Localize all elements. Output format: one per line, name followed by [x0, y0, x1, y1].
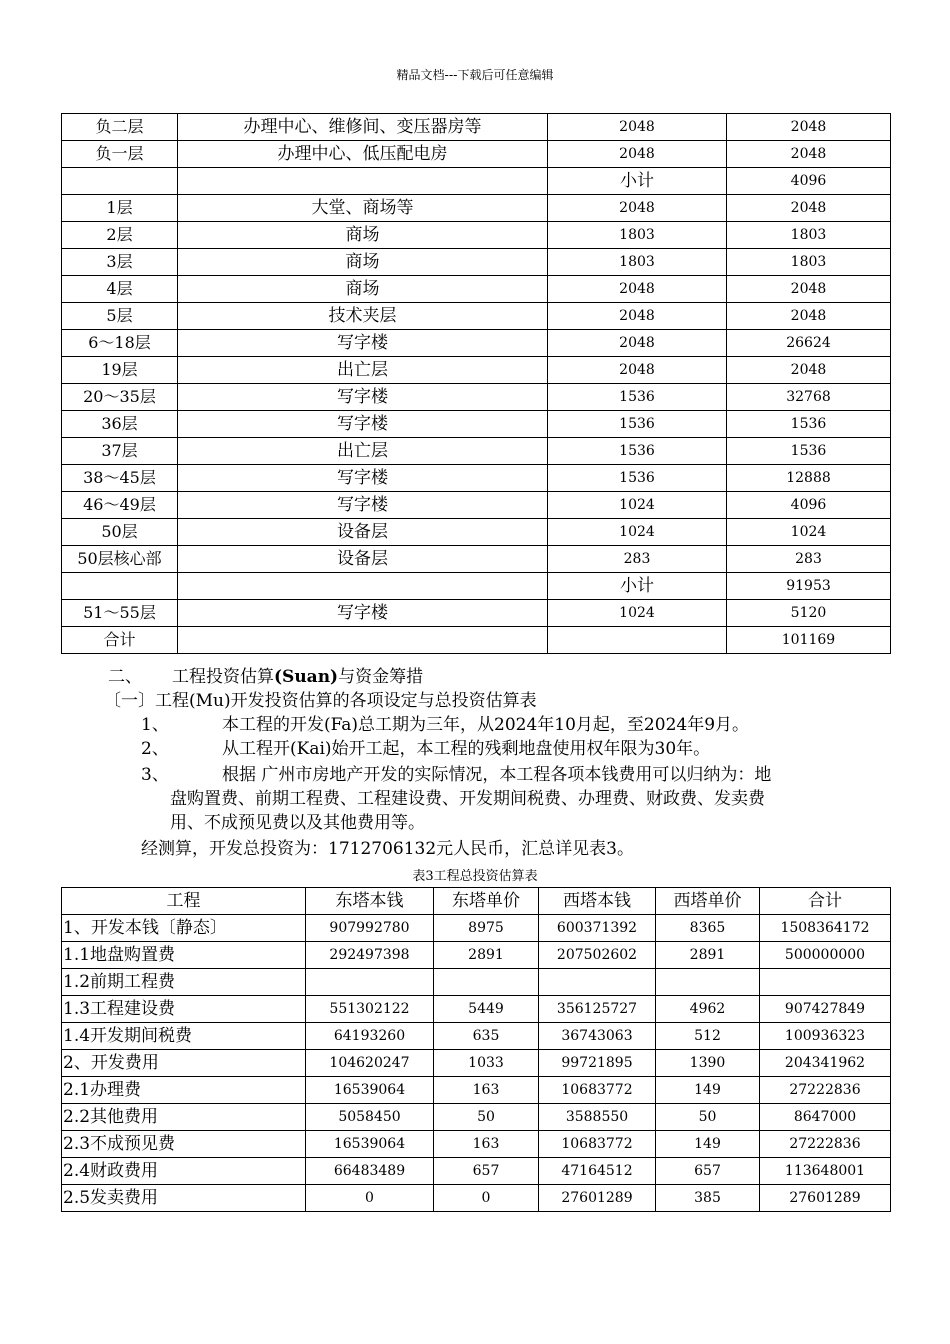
total-cell: 204341962 — [760, 1050, 891, 1077]
floor-cell: 19层 — [62, 357, 178, 384]
investment-estimate-table — [61, 887, 891, 1212]
table-row — [62, 1158, 891, 1185]
sub-heading: 〔一〕工程(Mu)开发投资估算的各项设定与总投资估算表 — [104, 691, 537, 711]
total-area-cell: 101169 — [727, 627, 891, 654]
total-cell: 907427849 — [760, 996, 891, 1023]
west-unit-cell — [656, 969, 760, 996]
west-cost-cell: 99721895 — [539, 1050, 656, 1077]
section-title-pre: 工程投资估算 — [172, 667, 274, 687]
table-row — [62, 942, 891, 969]
east-cost-cell: 551302122 — [306, 996, 434, 1023]
total-cell: 27222836 — [760, 1131, 891, 1158]
total-area-cell: 26624 — [727, 330, 891, 357]
floor-cell: 37层 — [62, 438, 178, 465]
section-title-bold: (Suan) — [274, 667, 339, 687]
table-row — [62, 411, 891, 438]
use-cell: 商场 — [178, 249, 548, 276]
total-area-cell: 2048 — [727, 276, 891, 303]
use-cell: 出亡层 — [178, 357, 548, 384]
use-cell: 技术夹层 — [178, 303, 548, 330]
use-cell: 出亡层 — [178, 438, 548, 465]
floor-cell: 合计 — [62, 627, 178, 654]
total-area-cell: 1024 — [727, 519, 891, 546]
area-per-floor-cell: 2048 — [548, 195, 727, 222]
use-cell: 商场 — [178, 222, 548, 249]
west-cost-cell: 10683772 — [539, 1077, 656, 1104]
item-cell: 2.4财政费用 — [62, 1158, 306, 1185]
floor-cell: 50层 — [62, 519, 178, 546]
west-unit-cell: 149 — [656, 1131, 760, 1158]
floor-cell: 50层核心部 — [62, 546, 178, 573]
total-area-cell: 1803 — [727, 249, 891, 276]
item-cell: 1.1地盘购置费 — [62, 942, 306, 969]
east-unit-cell: 0 — [434, 1185, 539, 1212]
west-unit-cell: 1390 — [656, 1050, 760, 1077]
item-cell: 1.2前期工程费 — [62, 969, 306, 996]
total-area-cell: 2048 — [727, 195, 891, 222]
table-row — [62, 276, 891, 303]
east-cost-cell: 16539064 — [306, 1077, 434, 1104]
table-caption: 表3工程总投资估算表 — [412, 869, 538, 884]
section-title-post: 与资金筹措 — [338, 667, 424, 687]
total-area-cell: 5120 — [727, 600, 891, 627]
west-cost-cell: 356125727 — [539, 996, 656, 1023]
west-cost-cell: 3588550 — [539, 1104, 656, 1131]
east-cost-cell: 66483489 — [306, 1158, 434, 1185]
east-cost-cell — [306, 969, 434, 996]
east-unit-cell: 657 — [434, 1158, 539, 1185]
area-per-floor-cell: 1536 — [548, 384, 727, 411]
item-number: 2、 — [141, 739, 169, 759]
table-header-row — [62, 888, 891, 915]
west-unit-cell: 657 — [656, 1158, 760, 1185]
table-row — [62, 222, 891, 249]
total-area-cell: 32768 — [727, 384, 891, 411]
table-row — [62, 996, 891, 1023]
use-cell: 大堂、商场等 — [178, 195, 548, 222]
total-cell: 500000000 — [760, 942, 891, 969]
section-number: 二、 — [108, 667, 142, 687]
total-cell: 27222836 — [760, 1077, 891, 1104]
floor-cell: 1层 — [62, 195, 178, 222]
table-row — [62, 492, 891, 519]
east-cost-cell: 907992780 — [306, 915, 434, 942]
area-per-floor-cell: 1536 — [548, 411, 727, 438]
item-cell: 2.5发卖费用 — [62, 1185, 306, 1212]
table-row — [62, 519, 891, 546]
use-cell: 写字楼 — [178, 600, 548, 627]
table-row — [62, 573, 891, 600]
table-row — [62, 249, 891, 276]
table-row — [62, 114, 891, 141]
table-row — [62, 141, 891, 168]
table-row — [62, 627, 891, 654]
table-row — [62, 438, 891, 465]
item-cell: 1、开发本钱〔静态〕 — [62, 915, 306, 942]
item-text: 本工程的开发(Fa)总工期为三年，从2024年10月起，至2024年9月。 — [222, 715, 750, 735]
area-per-floor-cell: 1536 — [548, 438, 727, 465]
area-per-floor-cell: 小计 — [548, 573, 727, 600]
item-cell: 2.2其他费用 — [62, 1104, 306, 1131]
item-cell: 1.3工程建设费 — [62, 996, 306, 1023]
floor-cell: 负一层 — [62, 141, 178, 168]
area-per-floor-cell: 小计 — [548, 168, 727, 195]
column-header: 西塔单价 — [656, 888, 760, 915]
east-unit-cell: 163 — [434, 1077, 539, 1104]
floor-cell: 2层 — [62, 222, 178, 249]
area-per-floor-cell: 2048 — [548, 330, 727, 357]
east-cost-cell: 64193260 — [306, 1023, 434, 1050]
total-cell: 27601289 — [760, 1185, 891, 1212]
total-area-cell: 4096 — [727, 168, 891, 195]
table-row — [62, 1131, 891, 1158]
table-row — [62, 546, 891, 573]
use-cell: 写字楼 — [178, 411, 548, 438]
area-per-floor-cell: 1536 — [548, 465, 727, 492]
floor-cell: 6～18层 — [62, 330, 178, 357]
table-row — [62, 600, 891, 627]
area-per-floor-cell: 1024 — [548, 600, 727, 627]
column-header: 东塔本钱 — [306, 888, 434, 915]
east-unit-cell: 5449 — [434, 996, 539, 1023]
east-cost-cell: 292497398 — [306, 942, 434, 969]
item-cell: 2.1办理费 — [62, 1077, 306, 1104]
west-unit-cell: 4962 — [656, 996, 760, 1023]
item-cell: 2、开发费用 — [62, 1050, 306, 1077]
east-unit-cell: 2891 — [434, 942, 539, 969]
table-row — [62, 195, 891, 222]
table-row — [62, 330, 891, 357]
total-area-cell: 12888 — [727, 465, 891, 492]
table-row — [62, 357, 891, 384]
table-row — [62, 1077, 891, 1104]
item-cell: 1.4开发期间税费 — [62, 1023, 306, 1050]
east-unit-cell: 163 — [434, 1131, 539, 1158]
table-row — [62, 465, 891, 492]
east-cost-cell: 0 — [306, 1185, 434, 1212]
east-cost-cell: 104620247 — [306, 1050, 434, 1077]
total-area-cell: 283 — [727, 546, 891, 573]
use-cell: 写字楼 — [178, 330, 548, 357]
total-area-cell: 91953 — [727, 573, 891, 600]
west-unit-cell: 385 — [656, 1185, 760, 1212]
table-row — [62, 1023, 891, 1050]
floor-cell: 36层 — [62, 411, 178, 438]
table-row — [62, 168, 891, 195]
use-cell: 办理中心、低压配电房 — [178, 141, 548, 168]
floor-cell: 负二层 — [62, 114, 178, 141]
area-per-floor-cell: 2048 — [548, 141, 727, 168]
total-cell: 8647000 — [760, 1104, 891, 1131]
column-header: 东塔单价 — [434, 888, 539, 915]
use-cell: 设备层 — [178, 519, 548, 546]
table-row — [62, 384, 891, 411]
section-heading — [108, 665, 423, 689]
area-per-floor-cell: 2048 — [548, 303, 727, 330]
floor-area-table — [61, 113, 891, 654]
total-area-cell: 4096 — [727, 492, 891, 519]
page-header: 精品文档---下载后可任意编辑 — [396, 68, 554, 82]
west-cost-cell: 36743063 — [539, 1023, 656, 1050]
item-cell: 2.3不成预见费 — [62, 1131, 306, 1158]
area-per-floor-cell: 1803 — [548, 249, 727, 276]
use-cell: 设备层 — [178, 546, 548, 573]
area-per-floor-cell: 283 — [548, 546, 727, 573]
floor-cell: 5层 — [62, 303, 178, 330]
total-area-cell: 1536 — [727, 411, 891, 438]
area-per-floor-cell: 1803 — [548, 222, 727, 249]
area-per-floor-cell: 1024 — [548, 492, 727, 519]
east-unit-cell — [434, 969, 539, 996]
east-unit-cell: 50 — [434, 1104, 539, 1131]
item-text: 用、不成预见费以及其他费用等。 — [170, 813, 425, 833]
total-area-cell: 2048 — [727, 114, 891, 141]
west-cost-cell — [539, 969, 656, 996]
total-area-cell: 2048 — [727, 141, 891, 168]
total-cell — [760, 969, 891, 996]
use-cell: 商场 — [178, 276, 548, 303]
table-row — [62, 915, 891, 942]
use-cell: 写字楼 — [178, 384, 548, 411]
area-per-floor-cell: 2048 — [548, 276, 727, 303]
floor-cell: 4层 — [62, 276, 178, 303]
investment-summary: 经测算，开发总投资为：1712706132元人民币，汇总详见表3。 — [141, 839, 634, 859]
item-number: 3、 — [141, 765, 169, 785]
floor-cell: 51～55层 — [62, 600, 178, 627]
table-row — [62, 1185, 891, 1212]
east-unit-cell: 8975 — [434, 915, 539, 942]
total-cell: 113648001 — [760, 1158, 891, 1185]
use-cell — [178, 627, 548, 654]
total-area-cell: 2048 — [727, 357, 891, 384]
west-unit-cell: 50 — [656, 1104, 760, 1131]
total-area-cell: 1803 — [727, 222, 891, 249]
item-text: 从工程开(Kai)始开工起，本工程的残剩地盘使用权年限为30年。 — [222, 739, 711, 759]
total-cell: 100936323 — [760, 1023, 891, 1050]
column-header: 工程 — [62, 888, 306, 915]
floor-cell: 46～49层 — [62, 492, 178, 519]
use-cell: 写字楼 — [178, 492, 548, 519]
west-unit-cell: 149 — [656, 1077, 760, 1104]
floor-cell: 38～45层 — [62, 465, 178, 492]
column-header: 合计 — [760, 888, 891, 915]
area-per-floor-cell: 2048 — [548, 114, 727, 141]
item-text: 根据 广州市房地产开发的实际情况，本工程各项本钱费用可以归纳为：地 — [222, 765, 772, 785]
area-per-floor-cell: 1024 — [548, 519, 727, 546]
west-cost-cell: 27601289 — [539, 1185, 656, 1212]
total-cell: 1508364172 — [760, 915, 891, 942]
west-unit-cell: 2891 — [656, 942, 760, 969]
item-text: 盘购置费、前期工程费、工程建设费、开发期间税费、办理费、财政费、发卖费 — [170, 789, 765, 809]
use-cell: 写字楼 — [178, 465, 548, 492]
table-row — [62, 969, 891, 996]
table-row — [62, 303, 891, 330]
use-cell — [178, 168, 548, 195]
table-row — [62, 1050, 891, 1077]
east-cost-cell: 16539064 — [306, 1131, 434, 1158]
table-row — [62, 1104, 891, 1131]
floor-cell: 20～35层 — [62, 384, 178, 411]
total-area-cell: 1536 — [727, 438, 891, 465]
west-unit-cell: 8365 — [656, 915, 760, 942]
floor-cell — [62, 168, 178, 195]
west-cost-cell: 10683772 — [539, 1131, 656, 1158]
east-unit-cell: 1033 — [434, 1050, 539, 1077]
floor-cell — [62, 573, 178, 600]
east-cost-cell: 5058450 — [306, 1104, 434, 1131]
area-per-floor-cell — [548, 627, 727, 654]
item-number: 1、 — [141, 715, 169, 735]
column-header: 西塔本钱 — [539, 888, 656, 915]
total-area-cell: 2048 — [727, 303, 891, 330]
west-unit-cell: 512 — [656, 1023, 760, 1050]
floor-cell: 3层 — [62, 249, 178, 276]
area-per-floor-cell: 2048 — [548, 357, 727, 384]
use-cell — [178, 573, 548, 600]
west-cost-cell: 207502602 — [539, 942, 656, 969]
west-cost-cell: 47164512 — [539, 1158, 656, 1185]
west-cost-cell: 600371392 — [539, 915, 656, 942]
use-cell: 办理中心、维修间、变压器房等 — [178, 114, 548, 141]
east-unit-cell: 635 — [434, 1023, 539, 1050]
